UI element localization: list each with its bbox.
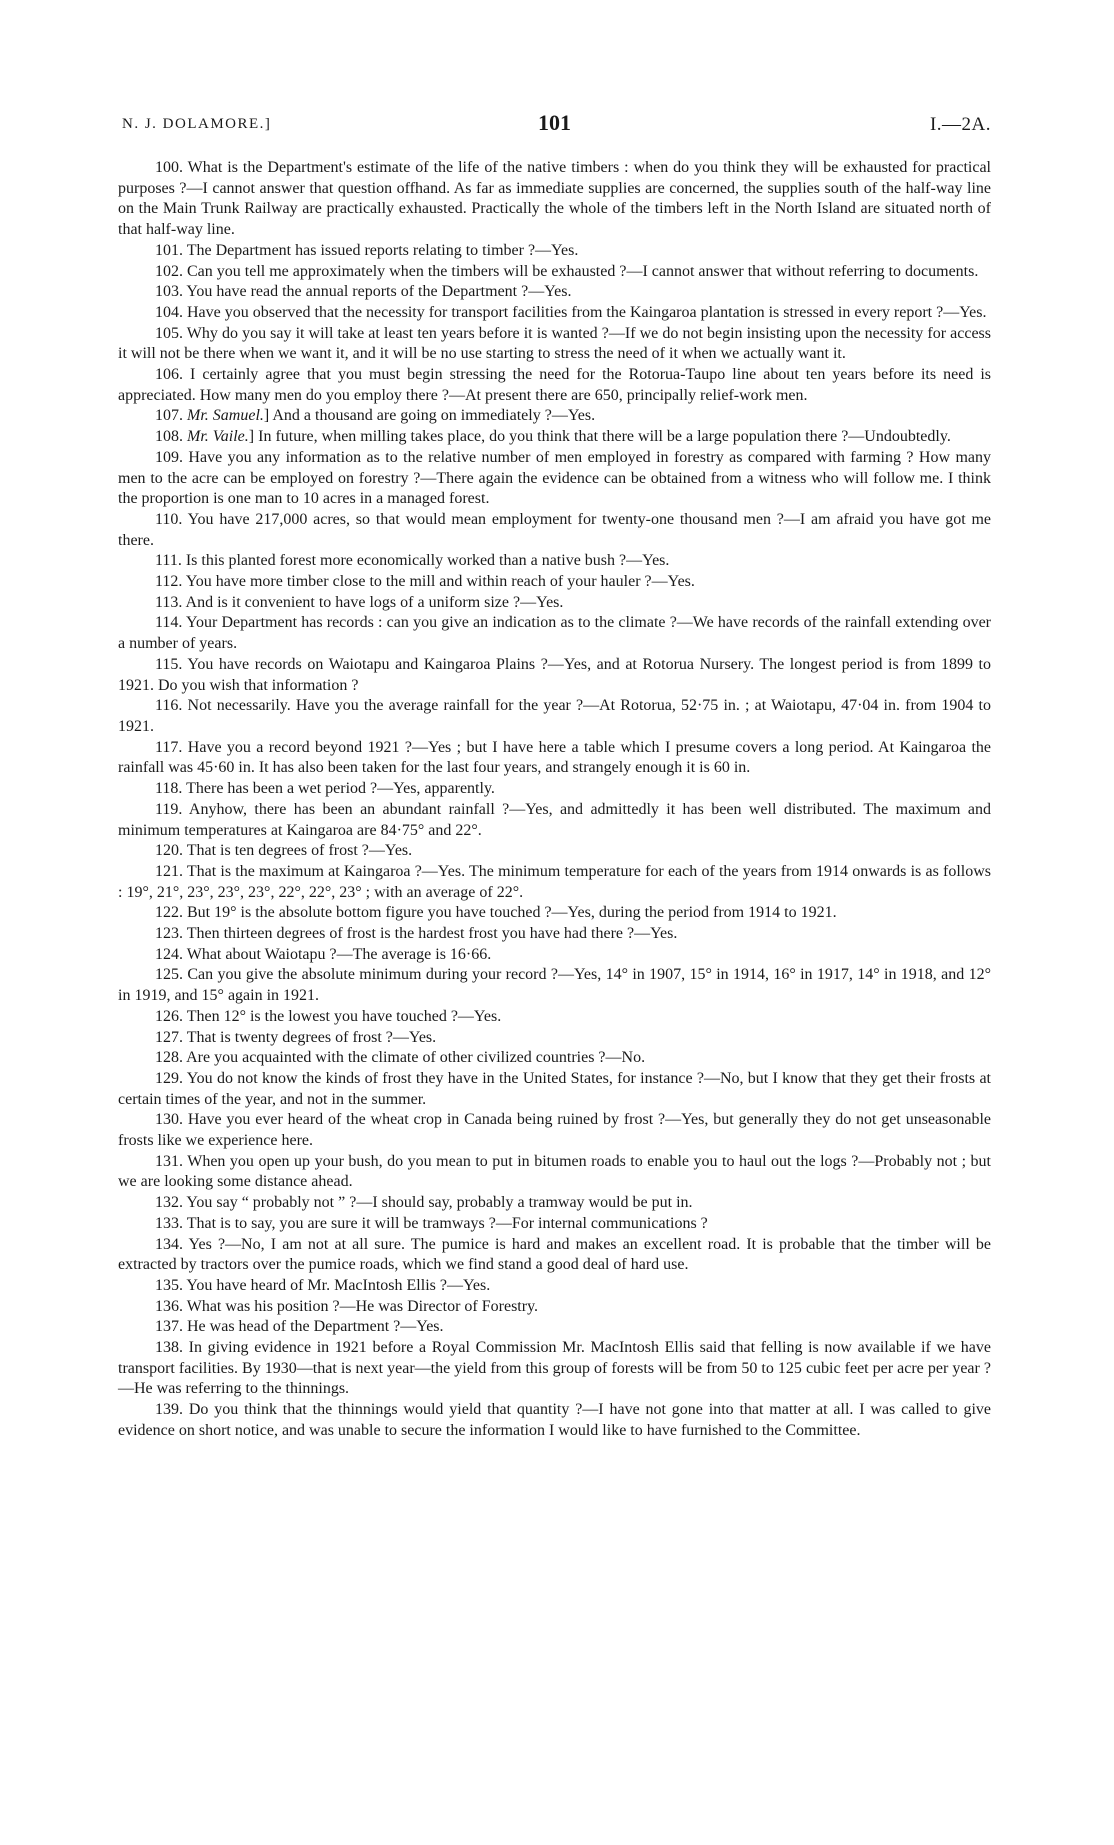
page-number: 101 [538, 110, 571, 135]
paper-reference: I.—2A. [929, 114, 991, 135]
question-paragraph: 101. The Department has issued reports relating to timber ?—Yes. [155, 241, 579, 259]
question-paragraph: 129. You do not know the kinds of frost they have in the United States, for instance ?—No, but I know that they get their frosts at certain times of the year, and not in the summer. [118, 1069, 991, 1108]
question-paragraph: 128. Are you acquainted with the climate of other civilized countries ?—No. [155, 1049, 646, 1067]
question-number: 108. [155, 428, 183, 446]
question-paragraph: 127. That is twenty degrees of frost ?—Yes. [155, 1028, 437, 1046]
question-paragraph [118, 406, 991, 427]
question-paragraph: 112. You have more timber close to the mill and within reach of your hauler ?—Yes. [155, 573, 695, 591]
question-paragraph: 121. That is the maximum at Kaingaroa ?—Yes. The minimum temperature for each of the years from 1914 onwards is as follows : 19°, 21°, 23°, 23°, 23°, 22°, 22°, 23° ; with an average of 22°. [118, 862, 991, 901]
question-paragraph: 123. Then thirteen degrees of frost is the hardest frost you have had there ?—Yes. [155, 925, 678, 943]
question-paragraph: 104. Have you observed that the necessity for transport facilities from the Kaingaroa plantation is stressed in every report ?—Yes. [155, 303, 987, 321]
question-paragraph: 139. Do you think that the thinnings would yield that quantity ?—I have not gone into that matter at all. I was called to give evidence on short notice, and was unable to secure the information I would like to have furnished to the Committee. [118, 1401, 991, 1439]
question-paragraph: 125. Can you give the absolute minimum during your record ?—Yes, 14° in 1907, 15° in 1914, 16° in 1917, 14° in 1918, and 12° in 1919, and 15° again in 1921. [118, 966, 991, 1005]
question-paragraph: 137. He was head of the Department ?—Yes. [155, 1318, 444, 1336]
question-paragraph: 119. Anyhow, there has been an abundant rainfall ?—Yes, and admittedly it has been well distributed. The maximum and minimum temperatures at Kaingaroa are 84·75° and 22°. [118, 800, 991, 839]
evidence-text [118, 158, 991, 1442]
question-paragraph: 138. In giving evidence in 1921 before a Royal Commission Mr. MacIntosh Ellis said that felling is now available if we have transport facilities. By 1930—that is next year—the yield from this group of forests will be from 50 to 125 cubic feet per acre per year ?—He was referring to the thinnings. [118, 1339, 991, 1398]
question-paragraph: 117. Have you a record beyond 1921 ?—Yes ; but I have here a table which I presume covers a long period. At Kaingaroa the rainfall was 45·60 in. It has also been taken for the last four years, and strangely enough it is 60 in. [118, 738, 991, 777]
question-text: ] In future, when milling takes place, do you think that there will be a large population there ?—Undoubtedly. [248, 428, 951, 446]
question-paragraph: 105. Why do you say it will take at least ten years before it is wanted ?—If we do not begin insisting upon the necessity for access it will not be there when we want it, and it will be no use starting to stress the need of it when we actually want it. [118, 324, 991, 363]
question-paragraph: 113. And is it convenient to have logs of a uniform size ?—Yes. [155, 593, 564, 611]
question-paragraph: 103. You have read the annual reports of the Department ?—Yes. [155, 283, 572, 301]
question-paragraph: 136. What was his position ?—He was Director of Forestry. [155, 1297, 539, 1315]
question-paragraph: 130. Have you ever heard of the wheat crop in Canada being ruined by frost ?—Yes, but generally they do not get unseasonable frosts like we experience here. [118, 1111, 991, 1150]
question-paragraph: 115. You have records on Waiotapu and Kaingaroa Plains ?—Yes, and at Rotorua Nursery. The longest period is from 1899 to 1921. Do you wish that information ? [118, 655, 991, 694]
document-page [118, 108, 991, 1442]
question-paragraph: 120. That is ten degrees of frost ?—Yes. [155, 842, 413, 860]
question-paragraph: 100. What is the Department's estimate of the life of the native timbers : when do you think they will be exhausted for practical purposes ?—I cannot answer that question offhand. As far as immediate supplies are concerned, the supplies south of the half-way line on the Main Trunk Railway are practically exhausted. Practically the whole of the timbers left in the North Island are situated north of that half-way line. [118, 159, 991, 239]
question-paragraph: 122. But 19° is the absolute bottom figure you have touched ?—Yes, during the period from 1914 to 1921. [155, 904, 837, 922]
question-paragraph: 106. I certainly agree that you must begin stressing the need for the Rotorua-Taupo line about ten years before its need is appreciated. How many men do you employ there ?—At present there are 650, principally relief-work men. [118, 366, 991, 404]
page-header [118, 108, 991, 148]
question-paragraph: 126. Then 12° is the lowest you have touched ?—Yes. [155, 1007, 502, 1025]
question-paragraph: 118. There has been a wet period ?—Yes, apparently. [155, 780, 495, 798]
question-paragraph: 133. That is to say, you are sure it will be tramways ?—For internal communications ? [155, 1214, 708, 1232]
question-paragraph [118, 427, 991, 448]
question-paragraph: 111. Is this planted forest more economically worked than a native bush ?—Yes. [155, 552, 670, 570]
question-paragraph: 102. Can you tell me approximately when the timbers will be exhausted ?—I cannot answer that without referring to documents. [155, 262, 979, 280]
question-paragraph: 114. Your Department has records : can you give an indication as to the climate ?—We have records of the rainfall extending over a number of years. [118, 614, 991, 653]
question-paragraph: 110. You have 217,000 acres, so that would mean employment for twenty-one thousand men ?—I am afraid you have got me there. [118, 510, 991, 549]
question-number: 107. [155, 407, 183, 425]
speaker-name: Mr. Vaile. [187, 428, 249, 446]
speaker-name: Mr. Samuel. [187, 407, 264, 425]
question-paragraph: 116. Not necessarily. Have you the average rainfall for the year ?—At Rotorua, 52·75 in. ; at Waiotapu, 47·04 in. from 1904 to 1921. [118, 697, 991, 735]
question-text: ] And a thousand are going on immediately ?—Yes. [263, 407, 596, 425]
question-paragraph: 132. You say “ probably not ” ?—I should say, probably a tramway would be put in. [155, 1194, 693, 1212]
question-paragraph: 124. What about Waiotapu ?—The average is 16·66. [155, 945, 492, 963]
question-paragraph: 134. Yes ?—No, I am not at all sure. The pumice is hard and makes an excellent road. It is probable that the timber will be extracted by tractors over the pumice roads, which we find stand a good deal of hard use. [118, 1235, 991, 1274]
witness-name-header: N. J. DOLAMORE.] [122, 116, 272, 132]
question-paragraph: 109. Have you any information as to the relative number of men employed in forestry as compared with farming ? How many men to the acre can be employed on forestry ?—There again the evidence can be obtained from a witness who will follow me. I think the proportion is one man to 10 acres in a managed forest. [118, 448, 991, 508]
question-paragraph: 131. When you open up your bush, do you mean to put in bitumen roads to enable you to haul out the logs ?—Probably not ; but we are looking some distance ahead. [118, 1152, 991, 1191]
question-paragraph: 135. You have heard of Mr. MacIntosh Ellis ?—Yes. [155, 1276, 491, 1294]
